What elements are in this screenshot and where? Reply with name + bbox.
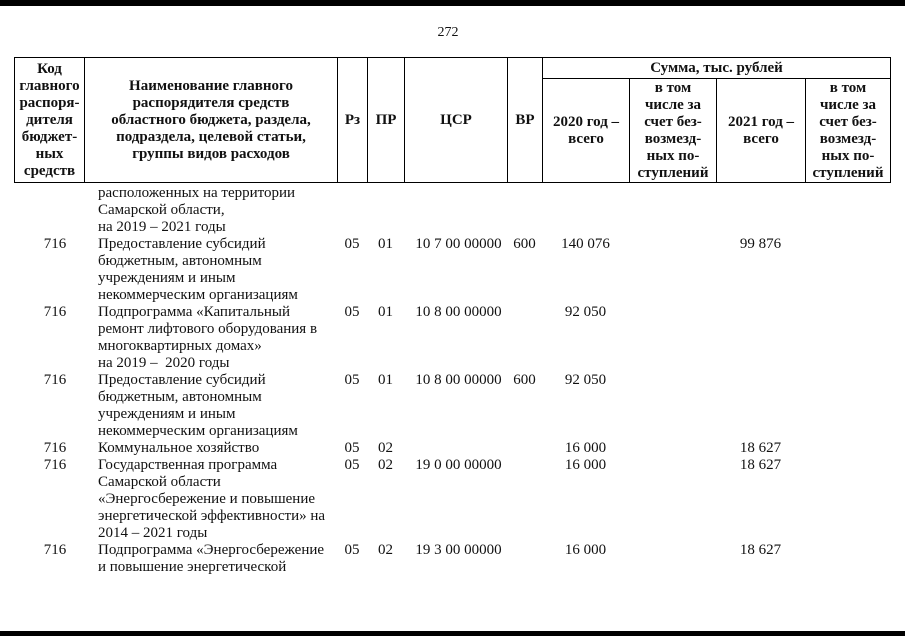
cell-total-2020 bbox=[542, 185, 629, 236]
cell-total-2021 bbox=[716, 185, 805, 236]
header-total-2021: 2021 год – всего bbox=[717, 79, 806, 183]
cell-csr: 19 3 00 00000 bbox=[415, 542, 502, 558]
cell-name: Государственная программа Самарской области «Энергосбережение и повышение энергетической эффективности» на 2014 – 2021 годы bbox=[98, 457, 326, 541]
top-rule bbox=[0, 0, 905, 6]
table-row bbox=[14, 185, 890, 236]
table-row bbox=[14, 457, 890, 542]
header-total-2020: 2020 год – всего bbox=[543, 79, 630, 183]
cell-pr bbox=[367, 185, 404, 236]
cell-free-2021 bbox=[805, 304, 890, 372]
cell-free-2021 bbox=[805, 185, 890, 236]
cell-name: Коммунальное хозяйство bbox=[98, 440, 260, 456]
cell-pr: 02 bbox=[378, 542, 393, 558]
cell-csr bbox=[404, 185, 507, 236]
cell-csr: 10 8 00 00000 bbox=[415, 304, 502, 320]
cell-code: 716 bbox=[43, 304, 67, 320]
bottom-rule bbox=[0, 631, 905, 636]
cell-total-2020: 92 050 bbox=[564, 372, 607, 388]
page-number: 272 bbox=[437, 25, 459, 40]
header-vr: ВР bbox=[508, 58, 543, 183]
cell-pr: 02 bbox=[378, 457, 393, 473]
cell-free-2020 bbox=[629, 185, 716, 236]
cell-vr bbox=[507, 185, 542, 236]
cell-total-2020: 16 000 bbox=[564, 542, 607, 558]
cell-code: 716 bbox=[43, 440, 67, 456]
header-sum: Сумма, тыс. рублей bbox=[543, 58, 891, 79]
header-row-top bbox=[15, 58, 891, 79]
cell-rz: 05 bbox=[344, 440, 360, 456]
header-csr: ЦСР bbox=[405, 58, 508, 183]
header-code: Код главного распоря- дителя бюджет- ных средств bbox=[15, 58, 85, 183]
cell-free-2021 bbox=[805, 372, 890, 440]
cell-code: 716 bbox=[43, 542, 67, 558]
cell-free-2020 bbox=[629, 457, 716, 542]
cell-free-2020 bbox=[629, 304, 716, 372]
cell-rz bbox=[337, 185, 367, 236]
table-row bbox=[14, 236, 890, 304]
cell-pr: 01 bbox=[378, 372, 393, 388]
cell-pr: 02 bbox=[378, 440, 393, 456]
header-free-2021: в том числе за счет без- возмезд- ных по- ступлений bbox=[806, 79, 891, 183]
cell-free-2021 bbox=[805, 542, 890, 576]
cell-vr bbox=[507, 304, 542, 372]
cell-pr: 01 bbox=[378, 236, 393, 252]
cell-rz: 05 bbox=[344, 372, 360, 388]
cell-vr bbox=[507, 440, 542, 457]
cell-total-2021: 18 627 bbox=[739, 440, 782, 456]
cell-code: 716 bbox=[43, 372, 67, 388]
table-header bbox=[14, 57, 891, 183]
cell-free-2020 bbox=[629, 372, 716, 440]
cell-name: Предоставление субсидий бюджетным, автономным учреждениям и иным некоммерческим организациям bbox=[98, 372, 298, 439]
header-free-2020: в том числе за счет без- возмезд- ных по- ступлений bbox=[630, 79, 717, 183]
cell-pr: 01 bbox=[378, 304, 393, 320]
cell-free-2020 bbox=[629, 236, 716, 304]
cell-free-2021 bbox=[805, 440, 890, 457]
cell-csr bbox=[404, 440, 507, 457]
cell-code bbox=[14, 185, 84, 236]
cell-csr: 10 8 00 00000 bbox=[415, 372, 502, 388]
cell-total-2020: 16 000 bbox=[564, 440, 607, 456]
cell-name: Подпрограмма «Капитальный ремонт лифтового оборудования в многоквартирных домах» на 2019 – 2020 годы bbox=[98, 304, 318, 371]
cell-total-2021: 18 627 bbox=[739, 542, 782, 558]
table-row bbox=[14, 304, 890, 372]
cell-rz: 05 bbox=[344, 542, 360, 558]
table-row bbox=[14, 542, 890, 576]
cell-total-2021 bbox=[716, 372, 805, 440]
cell-vr: 600 bbox=[513, 372, 536, 388]
cell-free-2020 bbox=[629, 440, 716, 457]
cell-free-2020 bbox=[629, 542, 716, 576]
cell-total-2021: 99 876 bbox=[739, 236, 782, 252]
cell-name: Предоставление субсидий бюджетным, автономным учреждениям и иным некоммерческим организациям bbox=[98, 236, 298, 303]
cell-rz: 05 bbox=[344, 304, 360, 320]
cell-total-2020: 16 000 bbox=[564, 457, 607, 473]
cell-name: расположенных на территории Самарской области, на 2019 – 2021 годы bbox=[98, 185, 296, 235]
table-body-rows bbox=[14, 185, 890, 576]
cell-total-2020: 92 050 bbox=[564, 304, 607, 320]
cell-total-2021: 18 627 bbox=[739, 457, 782, 473]
cell-csr: 19 0 00 00000 bbox=[415, 457, 502, 473]
cell-rz: 05 bbox=[344, 457, 360, 473]
table-row bbox=[14, 372, 890, 440]
cell-total-2020: 140 076 bbox=[561, 236, 610, 252]
cell-free-2021 bbox=[805, 236, 890, 304]
cell-free-2021 bbox=[805, 457, 890, 542]
cell-vr bbox=[507, 542, 542, 576]
cell-vr bbox=[507, 457, 542, 542]
cell-total-2021 bbox=[716, 304, 805, 372]
cell-vr: 600 bbox=[513, 236, 536, 252]
header-rz: Рз bbox=[338, 58, 368, 183]
table-row bbox=[14, 440, 890, 457]
header-name: Наименование главного распорядителя средств областного бюджета, раздела, подраздела, целевой статьи, группы видов расходов bbox=[85, 58, 338, 183]
cell-name: Подпрограмма «Энергосбережение и повышение энергетической bbox=[98, 542, 325, 575]
cell-code: 716 bbox=[43, 457, 67, 473]
cell-csr: 10 7 00 00000 bbox=[415, 236, 502, 252]
cell-code: 716 bbox=[43, 236, 67, 252]
table-body bbox=[14, 185, 890, 576]
cell-rz: 05 bbox=[344, 236, 360, 252]
header-pr: ПР bbox=[368, 58, 405, 183]
